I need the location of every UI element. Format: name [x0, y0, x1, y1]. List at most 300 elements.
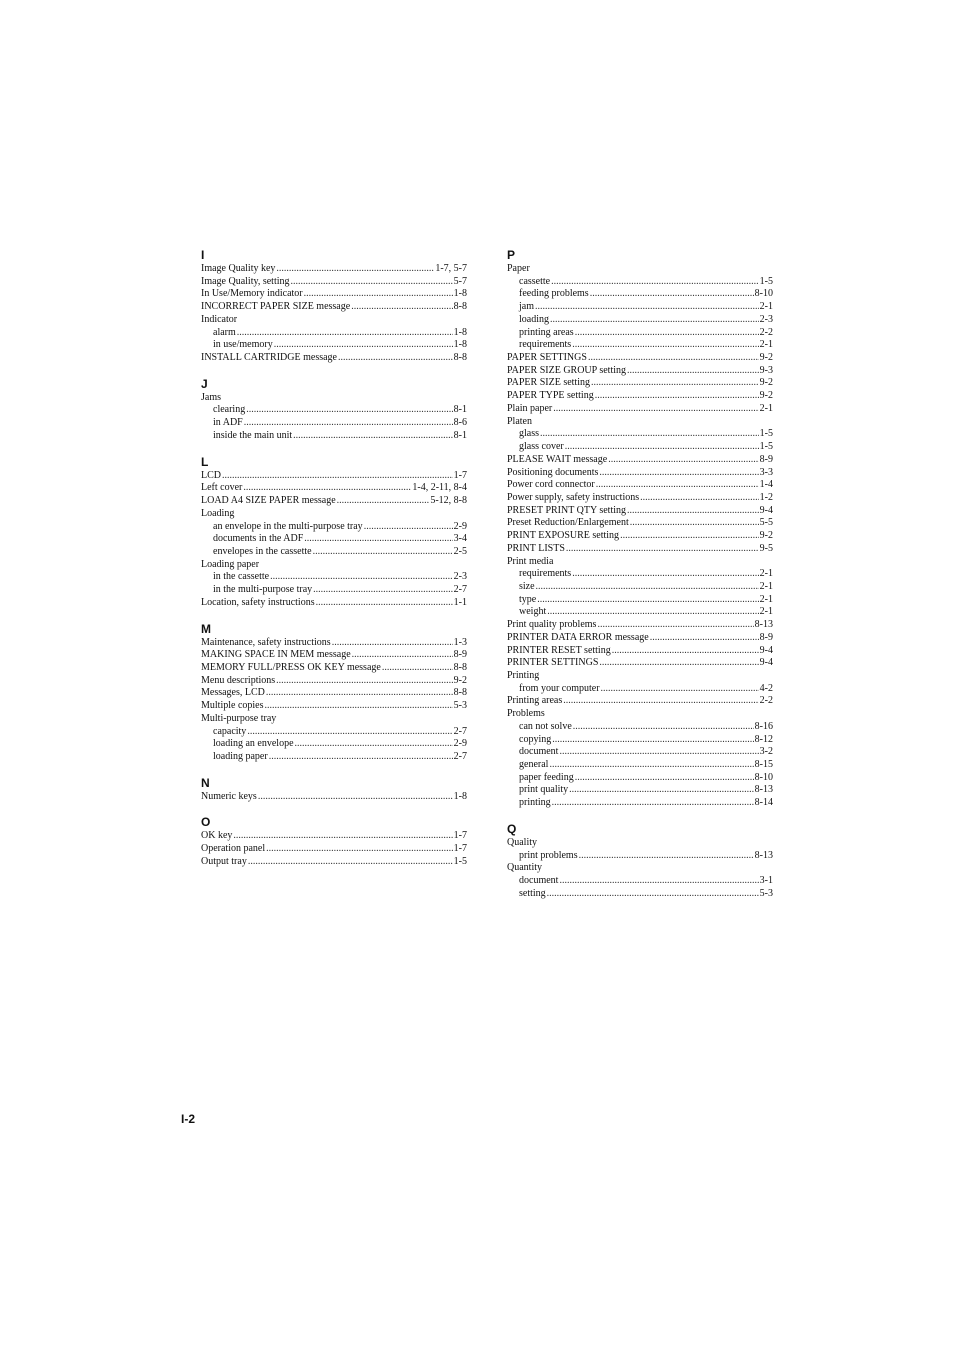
index-subentry — [201, 521, 467, 534]
dot-leader — [552, 734, 753, 747]
index-column-right — [507, 248, 773, 913]
entry-page-ref: 1-5 — [759, 428, 773, 440]
dot-leader — [293, 430, 453, 443]
dot-leader — [549, 759, 753, 772]
entry-page-ref: 8-8 — [453, 687, 467, 699]
entry-term: Printing — [507, 670, 540, 681]
entry-term: inside the main unit — [213, 429, 293, 441]
dot-leader — [627, 505, 759, 518]
entry-term: in ADF — [213, 417, 243, 429]
dot-leader — [276, 675, 453, 688]
entry-page-ref: 2-9 — [453, 738, 467, 750]
dot-leader — [304, 533, 452, 546]
entry-term: in the multi-purpose tray — [213, 584, 313, 596]
entry-page-ref: 1-8 — [453, 790, 467, 802]
entry-page-ref: 1-7 — [453, 469, 467, 481]
index-entry — [201, 597, 467, 610]
index-subentry — [201, 417, 467, 430]
entry-term: general — [519, 759, 549, 771]
dot-leader — [552, 797, 754, 810]
index-subentry — [201, 404, 467, 417]
entry-page-ref: 2-5 — [453, 545, 467, 557]
dot-leader — [247, 726, 452, 739]
entry-term: Power cord connector — [507, 479, 595, 491]
index-entry — [201, 843, 467, 856]
index-entry — [201, 495, 467, 508]
section-letter: P — [507, 248, 516, 262]
dot-leader — [313, 546, 453, 559]
entry-term: Numeric keys — [201, 790, 257, 802]
index-entry — [507, 403, 773, 416]
index-subentry — [507, 441, 773, 454]
index-entry — [507, 530, 773, 543]
entry-term: copying — [519, 733, 552, 745]
entry-term: Plain paper — [507, 402, 553, 414]
index-entry — [201, 301, 467, 314]
index-subentry — [201, 738, 467, 751]
entry-term: from your computer — [519, 682, 600, 694]
entry-term: glass cover — [519, 441, 564, 453]
index-entry — [507, 416, 773, 429]
dot-leader — [364, 521, 453, 534]
entry-term: Messages, LCD — [201, 687, 265, 699]
dot-leader — [599, 657, 758, 670]
index-section-l — [201, 455, 467, 610]
index-entry — [507, 377, 773, 390]
entry-page-ref: 8-16 — [754, 720, 773, 732]
entry-page-ref: 2-7 — [453, 725, 467, 737]
entry-term: PRINTER SETTINGS — [507, 657, 599, 669]
entry-term: Loading paper — [201, 558, 260, 570]
entry-term: size — [519, 580, 535, 592]
dot-leader — [276, 263, 434, 276]
dot-leader — [338, 352, 453, 365]
entry-term: Indicator — [201, 313, 238, 325]
index-entry — [507, 837, 773, 850]
entry-page-ref: 1-5 — [759, 275, 773, 287]
index-subentry — [507, 721, 773, 734]
entry-term: PLEASE WAIT message — [507, 453, 608, 465]
entry-term: PRINT LISTS — [507, 542, 565, 554]
dot-leader — [222, 470, 453, 483]
entry-page-ref: 9-5 — [759, 542, 773, 554]
dot-leader — [258, 791, 453, 804]
entry-page-ref: 9-4 — [759, 657, 773, 669]
index-subentry — [507, 759, 773, 772]
entry-term: PRINTER DATA ERROR message — [507, 631, 649, 643]
index-entry — [201, 352, 467, 365]
entry-term: Operation panel — [201, 843, 266, 855]
index-section-p — [507, 248, 773, 810]
index-entry — [507, 632, 773, 645]
index-subentry — [507, 683, 773, 696]
entry-term: MEMORY FULL/PRESS OK KEY message — [201, 661, 381, 673]
entry-page-ref: 5-7 — [453, 275, 467, 287]
index-entry — [201, 675, 467, 688]
entry-page-ref: 1-8 — [453, 288, 467, 300]
index-subentry — [507, 288, 773, 301]
dot-leader — [248, 856, 453, 869]
dot-leader — [352, 649, 453, 662]
entry-term: print quality — [519, 784, 569, 796]
dot-leader — [547, 888, 759, 901]
entry-term: in use/memory — [213, 339, 273, 351]
entry-term: In Use/Memory indicator — [201, 288, 303, 300]
entry-page-ref: 8-12 — [754, 733, 773, 745]
index-entry — [507, 492, 773, 505]
index-section-j — [201, 377, 467, 443]
entry-term: Location, safety instructions — [201, 596, 315, 608]
entry-term: PRESET PRINT QTY setting — [507, 504, 626, 516]
entry-term: Quality — [507, 836, 537, 848]
dot-leader — [595, 390, 759, 403]
entry-page-ref: 8-8 — [453, 661, 467, 673]
dot-leader — [269, 751, 453, 764]
entry-page-ref: 1-1 — [453, 596, 467, 608]
entry-term: PRINTER RESET setting — [507, 644, 611, 656]
dot-leader — [563, 695, 758, 708]
dot-leader — [573, 721, 754, 734]
entry-term: Multi-purpose tray — [201, 712, 277, 724]
entry-page-ref: 8-13 — [754, 849, 773, 861]
index-subentry — [507, 784, 773, 797]
entry-page-ref: 9-2 — [453, 674, 467, 686]
entry-term: Quantity — [507, 862, 542, 874]
entry-page-ref: 8-8 — [453, 352, 467, 364]
entry-page-ref: 8-13 — [754, 619, 773, 631]
index-subentry — [507, 314, 773, 327]
dot-leader — [630, 517, 759, 530]
entry-page-ref: 1-4, 2-11, 8-4 — [412, 482, 467, 494]
dot-leader — [244, 417, 453, 430]
index-entry — [507, 695, 773, 708]
entry-page-ref: 2-2 — [759, 326, 773, 338]
index-subentry — [201, 430, 467, 443]
index-subentry — [201, 584, 467, 597]
dot-leader — [640, 492, 759, 505]
index-entry — [201, 559, 467, 572]
entry-page-ref: 1-2 — [759, 491, 773, 503]
entry-term: in the cassette — [213, 571, 270, 583]
dot-leader — [596, 479, 759, 492]
entry-page-ref: 5-5 — [759, 517, 773, 529]
index-section-o — [201, 815, 467, 868]
entry-term: print problems — [519, 849, 578, 861]
dot-leader — [304, 288, 453, 301]
index-subentry — [507, 594, 773, 607]
page-number: I-2 — [181, 1112, 196, 1126]
entry-page-ref: 2-1 — [759, 580, 773, 592]
dot-leader — [559, 875, 758, 888]
dot-leader — [579, 850, 754, 863]
index-subentry — [507, 772, 773, 785]
section-letter: M — [201, 621, 211, 636]
index-entry — [507, 657, 773, 670]
dot-leader — [536, 581, 759, 594]
index-section-q — [507, 822, 773, 901]
section-letter: N — [201, 775, 210, 790]
dot-leader — [612, 645, 759, 658]
dot-leader — [572, 568, 758, 581]
dot-leader — [553, 403, 758, 416]
entry-term: weight — [519, 606, 547, 618]
index-subentry — [507, 606, 773, 619]
section-letter: I — [201, 248, 205, 262]
index-subentry — [507, 327, 773, 340]
dot-leader — [270, 571, 453, 584]
entry-page-ref: 1-5 — [759, 441, 773, 453]
entry-term: Power supply, safety instructions — [507, 491, 640, 503]
index-subentry — [507, 875, 773, 888]
dot-leader — [559, 746, 758, 759]
entry-page-ref: 2-3 — [759, 313, 773, 325]
entry-term: requirements — [519, 339, 572, 351]
entry-page-ref: 2-1 — [759, 568, 773, 580]
index-entry — [507, 263, 773, 276]
dot-leader — [243, 482, 411, 495]
entry-term: Maintenance, safety instructions — [201, 636, 331, 648]
entry-page-ref: 5-12, 8-8 — [430, 495, 467, 507]
entry-page-ref: 1-7 — [453, 843, 467, 855]
index-entry — [507, 365, 773, 378]
section-letter: O — [201, 815, 211, 830]
index-entry — [201, 856, 467, 869]
entry-term: Image Quality key — [201, 263, 276, 274]
entry-page-ref: 2-1 — [759, 339, 773, 351]
entry-page-ref: 5-3 — [453, 700, 467, 712]
entry-term: feeding problems — [519, 288, 589, 300]
index-section-m — [201, 622, 467, 764]
entry-page-ref: 8-14 — [754, 797, 773, 809]
index-entry — [201, 392, 467, 405]
entry-page-ref: 8-13 — [754, 784, 773, 796]
dot-leader — [382, 662, 453, 675]
dot-leader — [569, 784, 753, 797]
index-subentry — [507, 581, 773, 594]
entry-page-ref: 1-8 — [453, 339, 467, 351]
dot-leader — [295, 738, 453, 751]
index-entry — [507, 517, 773, 530]
index-column-left — [201, 248, 467, 881]
entry-term: paper feeding — [519, 771, 574, 783]
index-entry — [507, 708, 773, 721]
dot-leader — [246, 404, 452, 417]
entry-page-ref: 5-3 — [759, 887, 773, 899]
dot-leader — [337, 495, 430, 508]
entry-page-ref: 1-4 — [759, 479, 773, 491]
entry-term: alarm — [213, 326, 236, 338]
dot-leader — [572, 339, 758, 352]
dot-leader — [608, 454, 758, 467]
entry-page-ref: 9-2 — [759, 377, 773, 389]
entry-page-ref: 2-7 — [453, 584, 467, 596]
index-entry — [507, 479, 773, 492]
entry-page-ref: 3-3 — [759, 466, 773, 478]
dot-leader — [597, 619, 753, 632]
entry-term: capacity — [213, 725, 247, 737]
index-entry — [201, 314, 467, 327]
index-subentry — [201, 751, 467, 764]
index-subentry — [507, 568, 773, 581]
dot-leader — [551, 276, 759, 289]
entry-term: Positioning documents — [507, 466, 599, 478]
index-section-n — [201, 776, 467, 804]
index-entry — [507, 543, 773, 556]
index-subentry — [507, 301, 773, 314]
index-entry — [507, 619, 773, 632]
index-subentry — [201, 339, 467, 352]
entry-page-ref: 2-3 — [453, 571, 467, 583]
entry-page-ref: 9-4 — [759, 504, 773, 516]
dot-leader — [565, 441, 759, 454]
entry-term: an envelope in the multi-purpose tray — [213, 520, 363, 532]
entry-term: Print media — [507, 555, 554, 567]
entry-term: Preset Reduction/Enlargement — [507, 517, 629, 529]
entry-page-ref: 2-1 — [759, 606, 773, 618]
entry-page-ref: 1-5 — [453, 855, 467, 867]
entry-page-ref: 8-15 — [754, 759, 773, 771]
index-entry — [201, 276, 467, 289]
index-entry — [507, 862, 773, 875]
index-entry — [507, 556, 773, 569]
index-subentry — [507, 734, 773, 747]
entry-page-ref: 2-1 — [759, 402, 773, 414]
entry-page-ref: 1-8 — [453, 326, 467, 338]
dot-leader — [627, 365, 759, 378]
dot-leader — [620, 530, 759, 543]
entry-term: envelopes in the cassette — [213, 545, 312, 557]
entry-term: glass — [519, 428, 539, 440]
dot-leader — [266, 843, 453, 856]
entry-page-ref: 4-2 — [759, 682, 773, 694]
entry-term: loading paper — [213, 751, 268, 762]
entry-term: printing areas — [519, 326, 574, 338]
entry-page-ref: 1-3 — [453, 636, 467, 648]
index-subentry — [201, 726, 467, 739]
entry-page-ref: 9-2 — [759, 530, 773, 542]
index-entry — [507, 505, 773, 518]
dot-leader — [332, 637, 453, 650]
index-subentry — [201, 571, 467, 584]
entry-term: PAPER SETTINGS — [507, 352, 587, 364]
index-entry — [201, 687, 467, 700]
entry-page-ref: 1-7, 5-7 — [435, 263, 467, 274]
dot-leader — [537, 594, 758, 607]
entry-page-ref: 8-1 — [453, 404, 467, 416]
index-entry — [201, 637, 467, 650]
dot-leader — [274, 339, 453, 352]
dot-leader — [535, 301, 759, 314]
dot-leader — [540, 428, 759, 441]
dot-leader — [566, 543, 759, 556]
index-section-i — [201, 248, 467, 365]
index-subentry — [507, 339, 773, 352]
entry-page-ref: 8-6 — [453, 417, 467, 429]
index-entry — [201, 470, 467, 483]
dot-leader — [351, 301, 452, 314]
entry-term: cassette — [519, 275, 551, 287]
entry-page-ref: 2-1 — [759, 593, 773, 605]
entry-page-ref: 9-3 — [759, 364, 773, 376]
entry-term: Loading — [201, 507, 235, 519]
index-entry — [201, 508, 467, 521]
index-entry — [507, 467, 773, 480]
dot-leader — [266, 687, 453, 700]
index-subentry — [201, 533, 467, 546]
entry-page-ref: 3-1 — [759, 875, 773, 887]
entry-term: PAPER SIZE setting — [507, 377, 590, 389]
entry-page-ref: 1-7 — [453, 830, 467, 842]
entry-term: Platen — [507, 415, 532, 427]
dot-leader — [316, 597, 453, 610]
entry-page-ref: 2-9 — [453, 520, 467, 532]
entry-term: setting — [519, 887, 546, 899]
index-entry — [201, 649, 467, 662]
dot-leader — [291, 276, 453, 289]
dot-leader — [237, 327, 453, 340]
entry-page-ref: 9-2 — [759, 352, 773, 364]
index-subentry — [507, 746, 773, 759]
entry-term: requirements — [519, 568, 572, 580]
dot-leader — [575, 772, 754, 785]
dot-leader — [550, 314, 759, 327]
entry-term: PAPER TYPE setting — [507, 390, 594, 402]
index-subentry — [507, 797, 773, 810]
entry-page-ref: 3-4 — [453, 533, 467, 545]
entry-page-ref: 8-10 — [754, 771, 773, 783]
entry-term: OK key — [201, 830, 233, 842]
entry-term: MAKING SPACE IN MEM message — [201, 649, 351, 661]
entry-term: Problems — [507, 708, 545, 720]
entry-term: Left cover — [201, 482, 243, 494]
dot-leader — [313, 584, 453, 597]
entry-term: Image Quality, setting — [201, 275, 290, 287]
index-entry — [201, 288, 467, 301]
dot-leader — [601, 683, 759, 696]
entry-page-ref: 8-8 — [453, 301, 467, 313]
dot-leader — [588, 352, 759, 365]
entry-term: documents in the ADF — [213, 533, 304, 545]
dot-leader — [590, 288, 754, 301]
entry-term: INCORRECT PAPER SIZE message — [201, 301, 351, 313]
index-entry — [507, 352, 773, 365]
entry-page-ref: 9-4 — [759, 644, 773, 656]
dot-leader — [599, 467, 758, 480]
section-letter: Q — [507, 821, 517, 836]
entry-term: document — [519, 746, 559, 758]
index-subentry — [201, 327, 467, 340]
dot-leader — [650, 632, 759, 645]
index-subentry — [507, 276, 773, 289]
index-entry — [201, 482, 467, 495]
entry-term: can not solve — [519, 720, 572, 732]
section-letter: J — [201, 376, 208, 391]
dot-leader — [575, 327, 759, 340]
entry-term: Multiple copies — [201, 700, 264, 712]
entry-page-ref: 3-2 — [759, 746, 773, 758]
section-letter: L — [201, 454, 209, 469]
entry-page-ref: 2-7 — [453, 751, 467, 762]
entry-term: loading — [519, 313, 549, 325]
entry-term: Printing areas — [507, 695, 563, 707]
index-subentry — [507, 428, 773, 441]
entry-page-ref: 8-9 — [453, 649, 467, 661]
dot-leader — [233, 830, 452, 843]
dot-leader — [591, 377, 759, 390]
entry-term: Jams — [201, 391, 221, 403]
entry-page-ref: 8-9 — [759, 631, 773, 643]
index-entry — [201, 791, 467, 804]
